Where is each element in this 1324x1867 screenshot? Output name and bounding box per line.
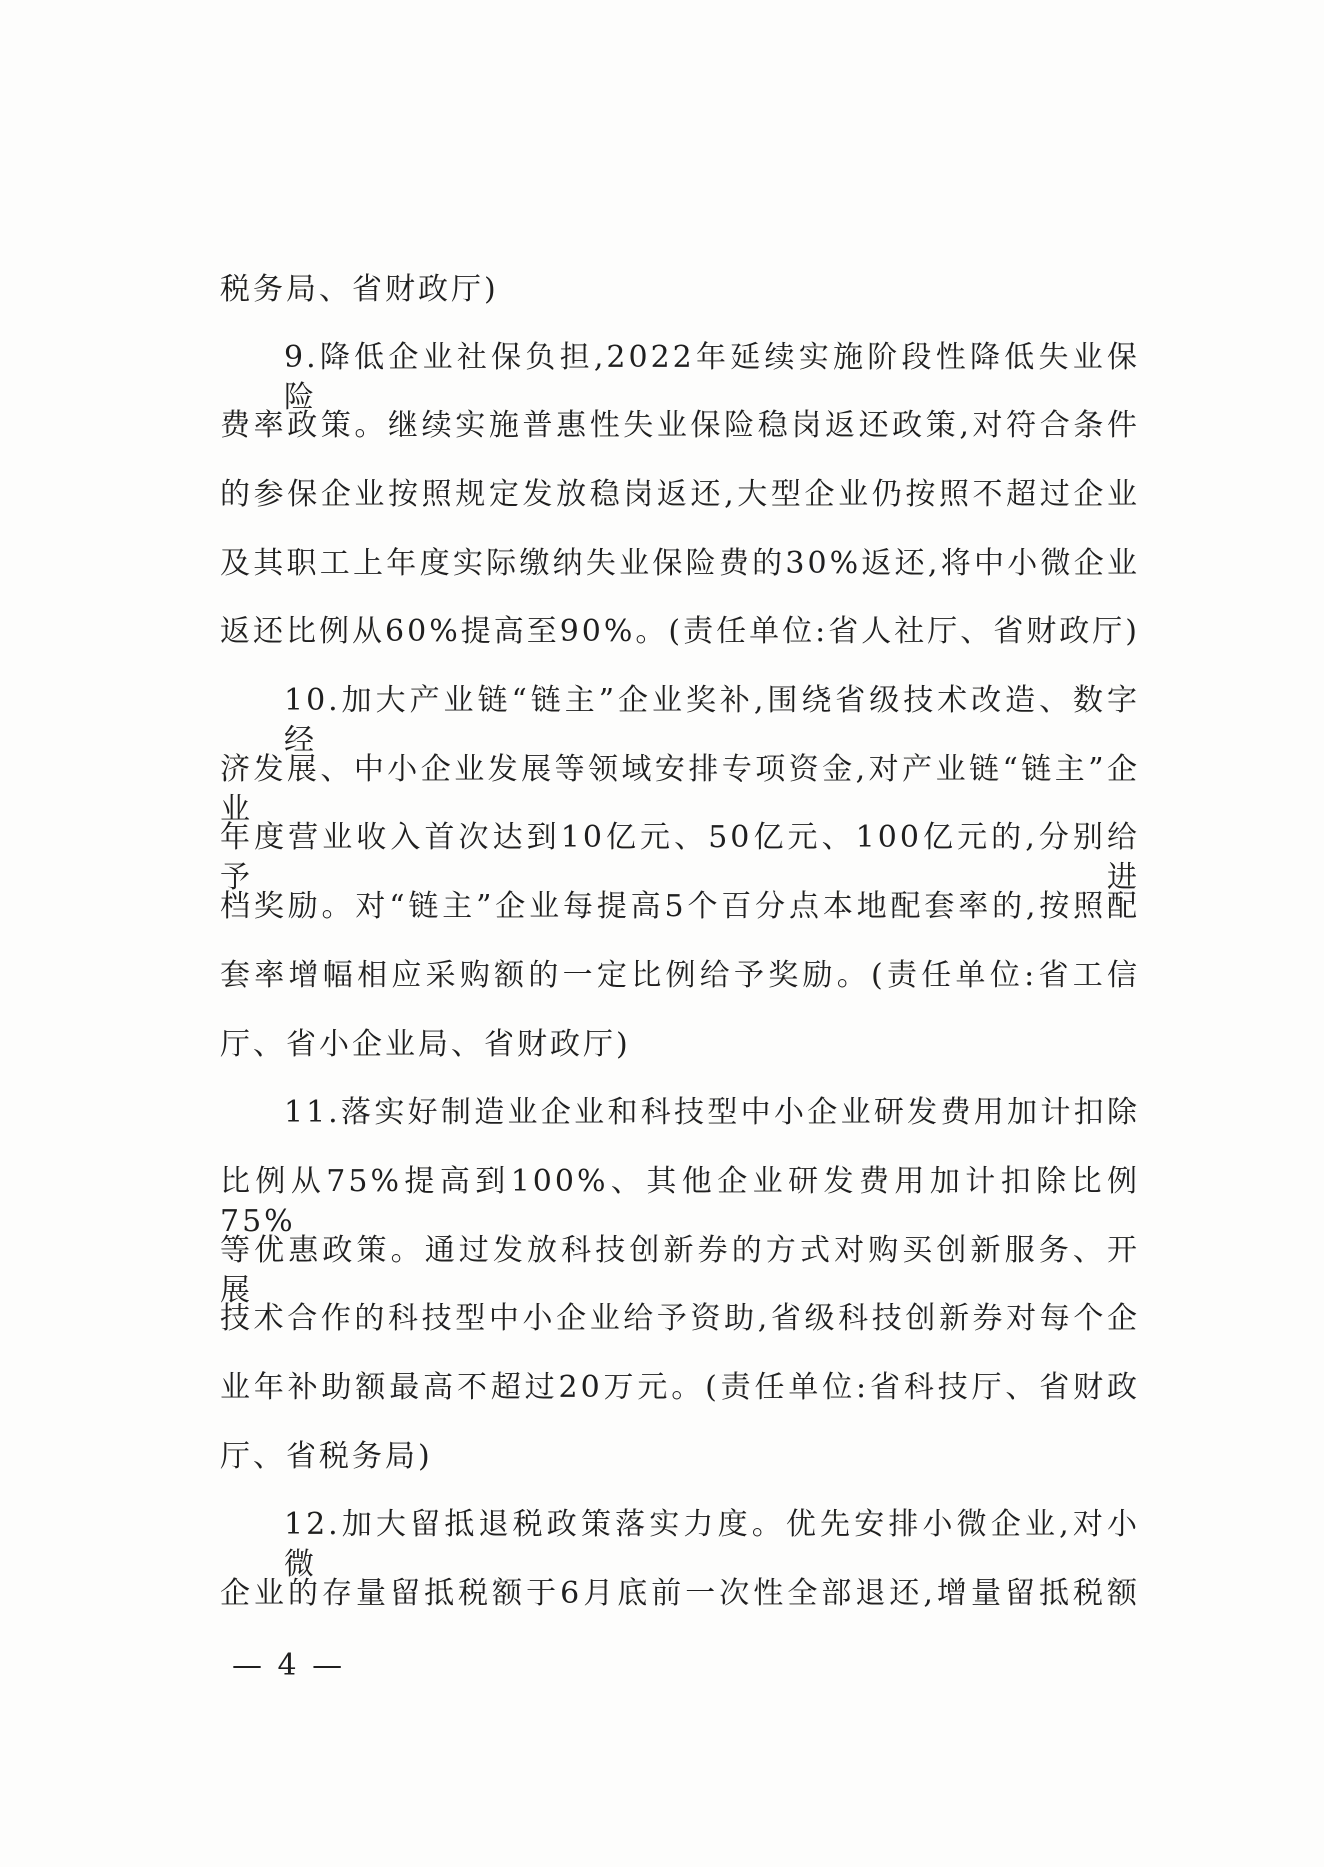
text-line: 年度营业收入首次达到10亿元、50亿元、100亿元的,分别给予进: [220, 820, 1140, 895]
text-line: 企业的存量留抵税额于6月底前一次性全部退还,增量留抵税额: [220, 1576, 1140, 1611]
text-line: 档奖励。对“链主”企业每提高5个百分点本地配套率的,按照配: [220, 889, 1140, 924]
paragraph-9-line-1: 9.降低企业社保负担,2022年延续实施阶段性降低失业保险: [284, 340, 1140, 415]
paragraph-11-line-1: 11.落实好制造业企业和科技型中小企业研发费用加计扣除: [284, 1095, 1140, 1130]
text-line: 返还比例从60%提高至90%。(责任单位:省人社厅、省财政厅): [220, 614, 1140, 649]
text-line: 业年补助额最高不超过20万元。(责任单位:省科技厅、省财政: [220, 1370, 1140, 1405]
paragraph-12-line-1: 12.加大留抵退税政策落实力度。优先安排小微企业,对小微: [284, 1507, 1140, 1582]
text-line: 等优惠政策。通过发放科技创新券的方式对购买创新服务、开展: [220, 1233, 1140, 1308]
page-number: — 4 —: [232, 1648, 346, 1683]
text-line: 比例从75%提高到100%、其他企业研发费用加计扣除比例75%: [220, 1164, 1140, 1239]
text-line: 厅、省税务局): [220, 1439, 433, 1474]
text-line: 及其职工上年度实际缴纳失业保险费的30%返还,将中小微企业: [220, 546, 1140, 581]
paragraph-10-line-1: 10.加大产业链“链主”企业奖补,围绕省级技术改造、数字经: [284, 683, 1140, 758]
text-line: 的参保企业按照规定发放稳岗返还,大型企业仍按照不超过企业: [220, 477, 1140, 512]
text-line: 厅、省小企业局、省财政厅): [220, 1027, 631, 1062]
text-line: 技术合作的科技型中小企业给予资助,省级科技创新券对每个企: [220, 1301, 1140, 1336]
text-line: 济发展、中小企业发展等领域安排专项资金,对产业链“链主”企业: [220, 752, 1140, 827]
text-line: 税务局、省财政厅): [220, 272, 499, 307]
text-line: 套率增幅相应采购额的一定比例给予奖励。(责任单位:省工信: [220, 958, 1140, 993]
text-line: 费率政策。继续实施普惠性失业保险稳岗返还政策,对符合条件: [220, 408, 1140, 443]
